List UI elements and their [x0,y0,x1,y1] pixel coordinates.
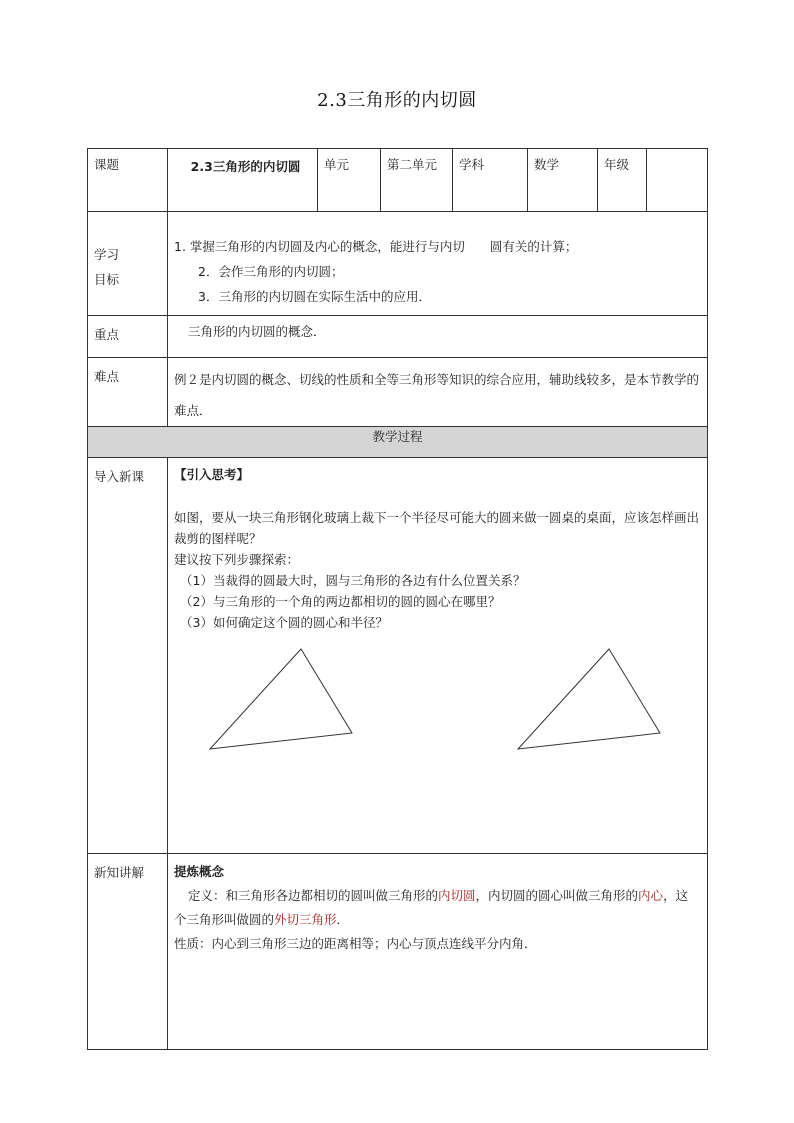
intro-step-3: （3）如何确定这个圆的圆心和半径？ [180,615,388,630]
term-incircle: 内切圆 [438,888,476,903]
term-circumscribed-triangle: 外切三角形 [274,912,337,927]
definition-mid: ，内切圆的圆心叫做三角形的 [475,888,639,903]
focus-label: 重点 [94,327,120,342]
topic-value: 2.3三角形的内切圆 [190,159,301,174]
lesson-plan-table [87,148,708,1050]
definition-end: ． [336,912,350,927]
difficulty-row [88,358,708,427]
goals-label-line2: 目标 [94,272,120,287]
difficulty-label: 难点 [94,369,120,384]
focus-text: 三角形的内切圆的概念． [188,324,326,339]
page-title: 2.3三角形的内切圆 [317,90,477,111]
goal-item-1: 1. 掌握三角形的内切圆及内心的概念，能进行与内切 圆有关的计算； [174,239,578,254]
goals-label-line1: 学习 [94,247,120,262]
intro-step-1: （1）当裁得的圆最大时，圆与三角形的各边有什么位置关系？ [180,573,526,588]
intro-row [88,458,708,854]
grade-value [647,149,707,155]
goal-item-3: 3．三角形的内切圆在实际生活中的应用． [198,289,431,304]
intro-suggest: 建议按下列步骤探索： [174,552,300,567]
grade-label: 年级 [604,157,630,172]
definition-prefix: 定义：和三角形各边都相切的圆叫做三角形的 [188,888,439,903]
process-header: 教学过程 [88,427,708,458]
intro-heading: 【引入思考】 [174,467,250,482]
definition-mid2: ，这个三角形叫做圆的 [174,888,689,927]
goal-item-2: 2．会作三角形的内切圆； [198,264,344,279]
goals-row [88,212,708,316]
process-header-row [88,427,708,458]
property-text: 性质：内心到三角形三边的距离相等；内心与顶点连线平分内角． [174,936,537,951]
focus-row [88,316,708,358]
triangle-figures [174,641,704,771]
difficulty-text: 例２是内切圆的概念、切线的性质和全等三角形等知识的综合应用，辅助线较多，是本节教学的难点． [174,372,700,418]
unit-label: 单元 [324,157,350,172]
new-knowledge-row [88,854,708,1050]
unit-value: 第二单元 [387,157,438,172]
subject-label: 学科 [459,157,485,172]
header-row [88,149,708,212]
triangle-figure-right [518,649,660,749]
intro-paragraph: 如图，要从一块三角形钢化玻璃上裁下一个半径尽可能大的圆来做一圆桌的桌面，应该怎样画出裁剪的图样呢？ [174,510,700,546]
subject-value: 数学 [534,157,560,172]
new-knowledge-heading: 提炼概念 [174,864,225,879]
new-knowledge-label: 新知讲解 [94,865,145,880]
term-incenter: 内心 [638,888,664,903]
topic-label: 课题 [94,157,120,172]
definition-text [174,884,699,932]
intro-step-2: （2）与三角形的一个角的两边都相切的圆的圆心在哪里？ [180,594,501,609]
intro-label: 导入新课 [94,469,145,484]
triangle-figure-left [210,649,352,749]
